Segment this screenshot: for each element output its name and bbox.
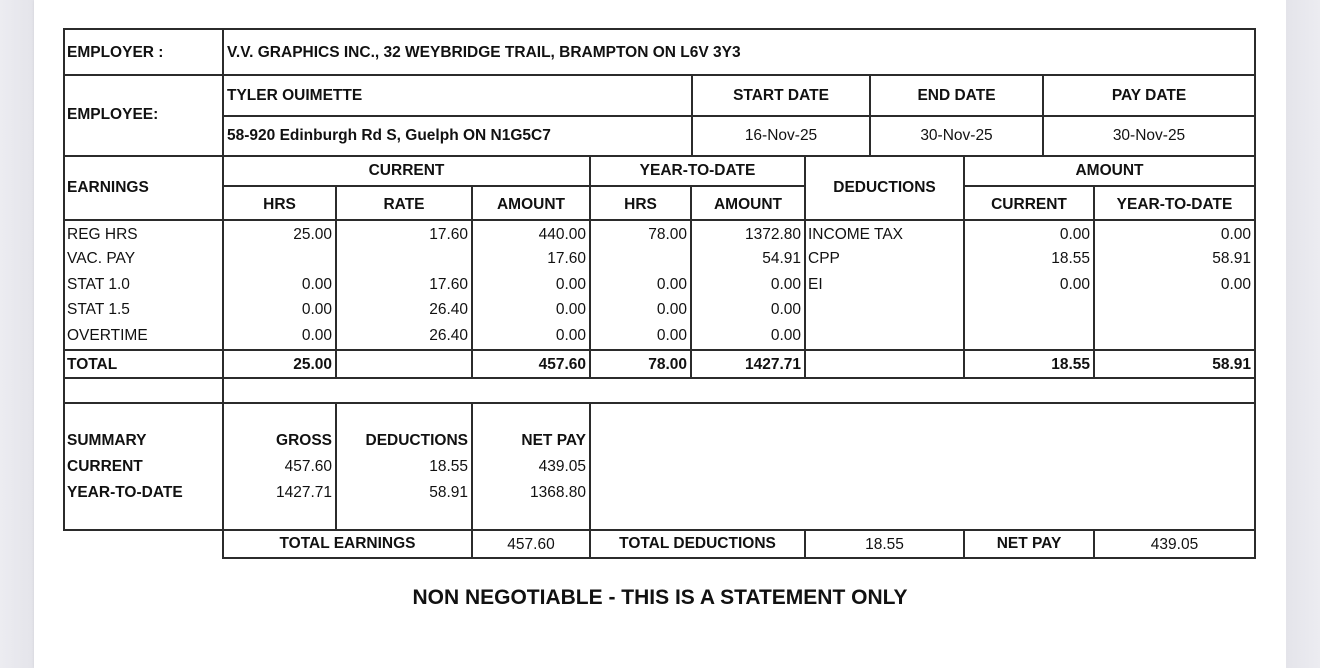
summary-deductions-label: DEDUCTIONS (365, 432, 468, 449)
total-deductions-value: 18.55 (865, 536, 904, 553)
row-earning-name: VAC. PAY (67, 250, 136, 267)
total-ytd-hrs: 78.00 (648, 356, 687, 373)
summary-net-label: NET PAY (521, 432, 586, 449)
summary-gross-label: GROSS (276, 432, 332, 449)
row-earning-name: REG HRS (67, 226, 138, 243)
non-negotiable-notice: NON NEGOTIABLE - THIS IS A STATEMENT ONLY (412, 586, 908, 609)
summary-current-deductions: 18.55 (429, 458, 468, 475)
earnings-label: EARNINGS (67, 179, 149, 196)
row-ded-ytd: 58.91 (1212, 250, 1251, 267)
end-date-value: 30-Nov-25 (920, 127, 993, 144)
row-ded-current: 0.00 (1059, 226, 1090, 243)
net-pay-value: 439.05 (1150, 536, 1199, 553)
left-viewer-margin (0, 0, 34, 668)
row-ded-ytd: 0.00 (1220, 276, 1251, 293)
row-ytd-amount: 54.91 (762, 250, 801, 267)
row-ytd-hrs: 0.00 (656, 301, 687, 318)
col-ded-current: CURRENT (991, 196, 1067, 213)
row-amount: 17.60 (547, 250, 586, 267)
total-label: TOTAL (67, 356, 118, 373)
col-ytd-amount: AMOUNT (713, 196, 783, 213)
row-amount: 0.00 (555, 276, 586, 293)
total-deductions-label: TOTAL DEDUCTIONS (619, 535, 776, 552)
pay-date-label: PAY DATE (1111, 87, 1187, 104)
divider-employee-mid (222, 115, 1256, 117)
row-deduction-name: INCOME TAX (808, 226, 904, 243)
col-line-ytd (589, 155, 591, 378)
col-line-sum-2 (471, 402, 473, 559)
total-ded-current: 18.55 (1051, 356, 1090, 373)
row-amount: 0.00 (555, 327, 586, 344)
col-line-ded-current (963, 155, 965, 378)
end-date-label: END DATE (917, 87, 996, 104)
row-ytd-hrs: 0.00 (656, 327, 687, 344)
divider-summary-top (63, 402, 1256, 404)
row-hrs: 25.00 (293, 226, 332, 243)
summary-ytd-deductions: 58.91 (429, 484, 468, 501)
summary-label: SUMMARY (67, 432, 147, 449)
employee-name: TYLER OUIMETTE (227, 87, 363, 104)
deductions-label: DEDUCTIONS (833, 179, 936, 196)
total-ytd-amount: 1427.71 (744, 356, 801, 373)
divider-total-top (63, 349, 1256, 351)
divider-summary-bottom (63, 529, 1256, 531)
border-bottom (222, 557, 1256, 559)
row-rate: 17.60 (429, 226, 468, 243)
ytd-group-label: YEAR-TO-DATE (639, 162, 756, 179)
row-deduction-name: CPP (808, 250, 840, 267)
row-ytd-amount: 0.00 (770, 301, 801, 318)
summary-current-net: 439.05 (538, 458, 586, 475)
employer-label: EMPLOYER : (67, 44, 164, 61)
right-viewer-margin (1286, 0, 1320, 668)
col-hrs: HRS (263, 196, 296, 213)
employee-address: 58-920 Edinburgh Rd S, Guelph ON N1G5C7 (227, 127, 551, 144)
total-earnings-value: 457.60 (507, 536, 555, 553)
row-rate: 26.40 (429, 327, 468, 344)
net-pay-label: NET PAY (996, 535, 1062, 552)
summary-ytd-gross: 1427.71 (275, 484, 332, 501)
divider-employer (63, 74, 1256, 76)
divider-earnings-header (63, 219, 1256, 221)
row-amount: 0.00 (555, 301, 586, 318)
row-ytd-amount: 0.00 (770, 327, 801, 344)
summary-ytd-label: YEAR-TO-DATE (67, 484, 183, 501)
col-amount: AMOUNT (496, 196, 566, 213)
border-left (63, 28, 65, 531)
row-ded-current: 0.00 (1059, 276, 1090, 293)
summary-current-label: CURRENT (67, 458, 143, 475)
row-ytd-hrs: 78.00 (648, 226, 687, 243)
col-ytd-hrs: HRS (624, 196, 657, 213)
divider-employee (63, 155, 1256, 157)
summary-current-gross: 457.60 (284, 458, 332, 475)
row-ytd-amount: 0.00 (770, 276, 801, 293)
row-amount: 440.00 (538, 226, 586, 243)
divider-earnings-sub-left (222, 185, 805, 187)
employee-label: EMPLOYEE: (67, 106, 159, 123)
amount-group-label: AMOUNT (1075, 162, 1144, 179)
row-earning-name: STAT 1.5 (67, 301, 130, 318)
row-hrs: 0.00 (301, 327, 332, 344)
total-amount: 457.60 (538, 356, 586, 373)
row-ytd-hrs: 0.00 (656, 276, 687, 293)
divider-earnings-sub-right (964, 185, 1256, 187)
row-ded-current: 18.55 (1051, 250, 1090, 267)
row-rate: 26.40 (429, 301, 468, 318)
row-rate: 17.60 (429, 276, 468, 293)
border-top (63, 28, 1256, 30)
row-earning-name: OVERTIME (67, 327, 148, 344)
employer-value: V.V. GRAPHICS INC., 32 WEYBRIDGE TRAIL, BRAMPTON ON L6V 3Y3 (227, 44, 741, 61)
row-hrs: 0.00 (301, 301, 332, 318)
row-ytd-amount: 1372.80 (744, 226, 801, 243)
col-line-1 (222, 28, 224, 559)
current-group-label: CURRENT (368, 162, 445, 179)
row-hrs: 0.00 (301, 276, 332, 293)
col-rate: RATE (383, 196, 425, 213)
row-earning-name: STAT 1.0 (67, 276, 130, 293)
total-hrs: 25.00 (293, 356, 332, 373)
row-ded-ytd: 0.00 (1220, 226, 1251, 243)
total-earnings-label: TOTAL EARNINGS (279, 535, 416, 552)
start-date-label: START DATE (733, 87, 829, 104)
row-deduction-name: EI (808, 276, 823, 293)
border-right (1254, 28, 1256, 559)
summary-ytd-net: 1368.80 (529, 484, 586, 501)
divider-total-bottom (63, 377, 1256, 379)
start-date-value: 16-Nov-25 (744, 127, 818, 144)
col-line-dates-2 (869, 74, 871, 156)
col-line-dates-1 (691, 74, 693, 156)
total-ded-ytd: 58.91 (1212, 356, 1251, 373)
col-ded-ytd: YEAR-TO-DATE (1116, 196, 1233, 213)
col-line-dates-3 (1042, 74, 1044, 156)
pay-date-value: 30-Nov-25 (1112, 127, 1186, 144)
